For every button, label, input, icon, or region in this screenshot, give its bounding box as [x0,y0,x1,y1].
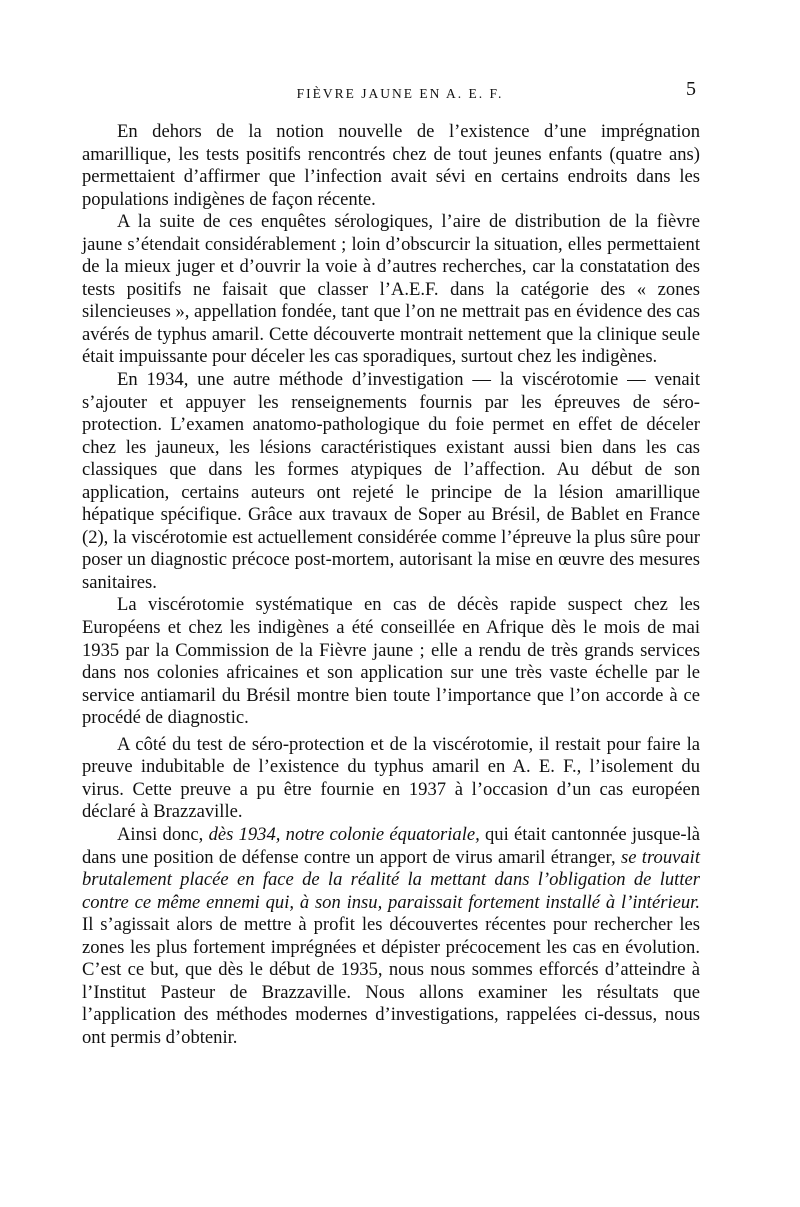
paragraph-6-italic-b: se trouvait brutalement placée en face de la réalité la mettant dans l’obligation de lutter contre ce même ennemi qui, à son insu, paraissait fortement installé à l’intérieur. [82,846,700,913]
paragraph-6-text-c: Il s’agissait alors de mettre à profit les découvertes récentes pour rechercher les zones les plus fortement imprégnées et dépister précocement les cas en évolution. C’est ce but, que dès le début de 1935, nous nous sommes efforcés d’atteindre à l’Institut Pasteur de Brazzaville. Nous allons examiner les résultats que l’application des méthodes modernes d’investigations, rappelées ci-dessus, nous ont permis d’obtenir. [82,914,700,1048]
paragraph-1: En dehors de la notion nouvelle de l’existence d’une imprégnation amarillique, les tests positifs rencontrés chez de tout jeunes enfants (quatre ans) permettaient d’affirmer que l’infection avait sévi en certains endroits dans les populations indigènes de façon récente. [82,121,700,210]
paragraph-4: La viscérotomie systématique en cas de décès rapide suspect chez les Européens et chez les indigènes a été conseillée en Afrique dès le mois de mai 1935 par la Commission de la Fièvre jaune ; elle a rendu de très grands services dans nos colonies africaines et son application sur une très vaste échelle par le service antiamaril du Brésil montre bien toute l’importance que l’on accorde à ce procédé de diagnostic. [82,594,700,729]
paragraph-2: A la suite de ces enquêtes sérologiques, l’aire de distribution de la fièvre jaune s’étendait considérablement ; loin d’obscurcir la situation, elles permettaient de la mieux juger et d’ouvrir la voie à d’autres recherches, car la constatation des tests positifs ne faisait que classer l’A.E.F. dans la catégorie des « zones silencieuses », appellation fondée, tant que l’on ne mettrait pas en évidence des cas avérés de typhus amaril. Cette découverte montrait nettement que la clinique seule était impuissante pour déceler les cas sporadiques, surtout chez les indigènes. [82,211,701,368]
page-number: 5 [686,78,696,100]
paragraph-6 [82,824,700,1049]
paragraph-5: A côté du test de séro-protection et de la viscérotomie, il restait pour faire la preuve indubitable de l’existence du typhus amaril en A. E. F., l’isolement du virus. Cette preuve a pu être fournie en 1937 à l’occasion d’un cas européen déclaré à Brazzaville. [82,733,700,823]
paragraph-6-text-a: Ainsi donc, [117,823,209,845]
paragraph-6-text-b: qui était cantonnée jusque-là dans une position de défense contre un apport de virus amaril étranger, [82,823,700,868]
body-text [82,121,700,1049]
paragraph-3: En 1934, une autre méthode d’investigation — la viscérotomie — venait s’ajouter et appuyer les renseignements fournis par les épreuves de séro-protection. L’examen anatomo-pathologique du foie permet en effet de déceler chez les jauneux, les lésions caractéristiques existant aussi bien dans les cas classiques que dans les formes atypiques de l’affection. Au début de son application, certains auteurs ont rejeté le principe de la lésion amarillique hépatique spécifique. Grâce aux travaux de Soper au Brésil, de Bablet en France (2), la viscérotomie est actuellement considérée comme l’épreuve la plus sûre pour poser un diagnostic précoce post-mortem, autorisant la mise en œuvre des mesures sanitaires. [82,369,700,593]
running-title: FIÈVRE JAUNE EN A. E. F. [296,86,504,101]
paragraph-6-italic-a: dès 1934, notre colonie équatoriale, [208,823,480,845]
